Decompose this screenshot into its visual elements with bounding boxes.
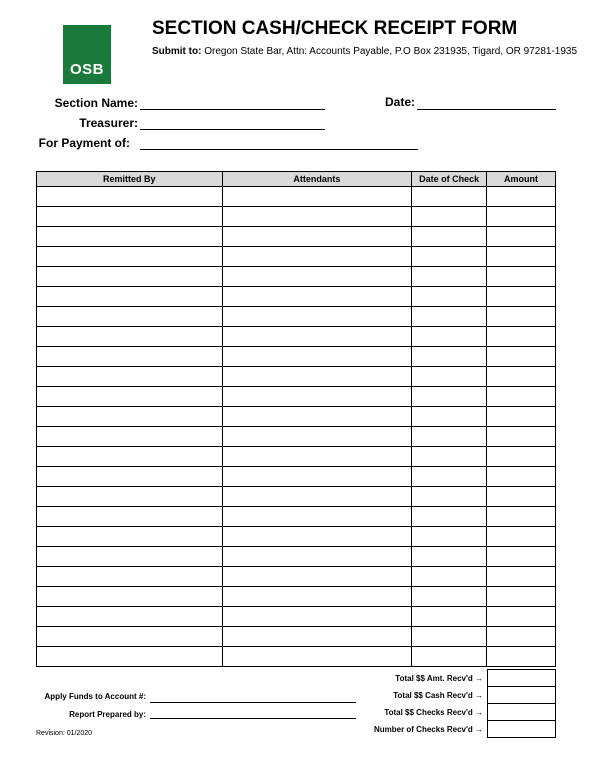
attendants-cell[interactable] [222,287,412,307]
attendants-cell[interactable] [222,227,412,247]
total-checks-cell[interactable] [488,704,556,721]
remitted-by-cell[interactable] [37,427,223,447]
total-amt-cell[interactable] [488,670,556,687]
date-of-check-cell[interactable] [412,327,487,347]
date-of-check-cell[interactable] [412,227,487,247]
section-name-field[interactable] [140,109,325,110]
table-row [37,487,556,507]
table-row [37,647,556,667]
date-of-check-cell[interactable] [412,527,487,547]
treasurer-label: Treasurer: [79,116,138,130]
attendants-cell[interactable] [222,387,412,407]
attendants-cell[interactable] [222,587,412,607]
attendants-cell[interactable] [222,487,412,507]
remitted-by-cell[interactable] [37,307,223,327]
attendants-cell[interactable] [222,647,412,667]
attendants-cell[interactable] [222,187,412,207]
amount-cell[interactable] [487,327,556,347]
revision-text: Revision: 01/2020 [36,730,93,737]
table-row [37,247,556,267]
amount-cell[interactable] [487,567,556,587]
remitted-by-cell[interactable] [37,507,223,527]
remitted-by-cell[interactable] [37,467,223,487]
table-row [37,187,556,207]
date-of-check-cell[interactable] [412,427,487,447]
num-checks-label: Number of Checks Recv'd → [373,725,483,734]
submit-to [152,46,577,57]
total-amt-label: Total $$ Amt. Recv'd → [395,674,483,683]
table-row [37,227,556,247]
date-of-check-cell[interactable] [412,447,487,467]
attendants-cell[interactable] [222,407,412,427]
amount-cell[interactable] [487,187,556,207]
table-row [37,367,556,387]
remitted-by-cell[interactable] [37,407,223,427]
num-checks-cell[interactable] [488,721,556,738]
attendants-cell[interactable] [222,307,412,327]
amount-cell[interactable] [487,607,556,627]
date-of-check-cell[interactable] [412,247,487,267]
remitted-by-cell[interactable] [37,227,223,247]
amount-cell[interactable] [487,387,556,407]
table-row [37,307,556,327]
attendants-cell[interactable] [222,347,412,367]
table-row [37,467,556,487]
remitted-by-cell[interactable] [37,647,223,667]
col-attendants: Attendants [222,172,412,187]
table-row [37,607,556,627]
total-checks-label: Total $$ Checks Recv'd → [384,708,483,717]
amount-cell[interactable] [487,347,556,367]
table-row [37,567,556,587]
attendants-cell[interactable] [222,467,412,487]
amount-cell[interactable] [487,287,556,307]
attendants-cell[interactable] [222,267,412,287]
amount-cell[interactable] [487,447,556,467]
attendants-cell[interactable] [222,247,412,267]
table-row [37,287,556,307]
attendants-cell[interactable] [222,327,412,347]
table-row [37,427,556,447]
date-of-check-cell[interactable] [412,627,487,647]
date-of-check-cell[interactable] [412,187,487,207]
amount-cell[interactable] [487,247,556,267]
attendants-cell[interactable] [222,207,412,227]
apply-funds-label: Apply Funds to Account #: [44,692,146,701]
remitted-by-cell[interactable] [37,567,223,587]
attendants-cell[interactable] [222,607,412,627]
date-of-check-cell[interactable] [412,387,487,407]
date-of-check-cell[interactable] [412,567,487,587]
col-amount: Amount [487,172,556,187]
osb-logo [63,25,111,84]
date-of-check-cell[interactable] [412,367,487,387]
amount-cell[interactable] [487,407,556,427]
table-row [37,267,556,287]
for-payment-of-label: For Payment of: [38,136,130,150]
attendants-cell[interactable] [222,367,412,387]
total-cash-label: Total $$ Cash Recv'd → [393,691,483,700]
submit-address: Oregon State Bar, Attn: Accounts Payable, P.O Box 231935, Tigard, OR 97281-1935 [201,46,578,57]
amount-cell[interactable] [487,207,556,227]
remitted-by-cell[interactable] [37,327,223,347]
remitted-by-cell[interactable] [37,207,223,227]
amount-cell[interactable] [487,307,556,327]
remitted-by-cell[interactable] [37,627,223,647]
table-row [37,327,556,347]
amount-cell[interactable] [487,427,556,447]
table-row [37,407,556,427]
amount-cell[interactable] [487,507,556,527]
remitted-by-cell[interactable] [37,387,223,407]
prepared-by-label: Report Prepared by: [69,710,146,719]
col-date-of-check: Date of Check [412,172,487,187]
remitted-by-cell[interactable] [37,547,223,567]
date-of-check-cell[interactable] [412,587,487,607]
amount-cell[interactable] [487,467,556,487]
logo-text: OSB [69,61,104,78]
remitted-by-cell[interactable] [37,347,223,367]
remitted-by-cell[interactable] [37,447,223,467]
amount-cell[interactable] [487,267,556,287]
attendants-cell[interactable] [222,527,412,547]
amount-cell[interactable] [487,487,556,507]
amount-cell[interactable] [487,527,556,547]
table-row [37,347,556,367]
date-of-check-cell[interactable] [412,467,487,487]
date-of-check-cell[interactable] [412,207,487,227]
date-of-check-cell[interactable] [412,287,487,307]
submit-label: Submit to: [152,46,202,57]
prepared-by-field[interactable] [150,718,356,719]
table-row [37,447,556,467]
table-row [37,527,556,547]
date-of-check-cell[interactable] [412,267,487,287]
total-cash-cell[interactable] [488,687,556,704]
table-row [37,387,556,407]
remitted-by-cell[interactable] [37,367,223,387]
attendants-cell[interactable] [222,627,412,647]
amount-cell[interactable] [487,547,556,567]
amount-cell[interactable] [487,587,556,607]
remitted-by-cell[interactable] [37,487,223,507]
remitted-by-cell[interactable] [37,607,223,627]
remitted-by-cell[interactable] [37,287,223,307]
date-field[interactable] [417,109,556,110]
section-name-label: Section Name: [54,96,138,110]
attendants-cell[interactable] [222,447,412,467]
table-row [37,587,556,607]
totals-table [487,669,556,738]
table-header-row [37,172,556,187]
remitted-by-cell[interactable] [37,187,223,207]
treasurer-field[interactable] [140,129,325,130]
remitted-by-cell[interactable] [37,527,223,547]
attendants-cell[interactable] [222,567,412,587]
table-row [37,547,556,567]
amount-cell[interactable] [487,627,556,647]
date-of-check-cell[interactable] [412,607,487,627]
date-of-check-cell[interactable] [412,307,487,327]
for-payment-of-field[interactable] [140,149,418,150]
apply-funds-field[interactable] [150,702,356,703]
date-of-check-cell[interactable] [412,647,487,667]
attendants-cell[interactable] [222,547,412,567]
col-remitted-by: Remitted By [37,172,223,187]
amount-cell[interactable] [487,367,556,387]
date-of-check-cell[interactable] [412,487,487,507]
remitted-by-cell[interactable] [37,267,223,287]
receipt-table [36,171,556,667]
date-of-check-cell[interactable] [412,507,487,527]
amount-cell[interactable] [487,647,556,667]
amount-cell[interactable] [487,227,556,247]
attendants-cell[interactable] [222,427,412,447]
date-of-check-cell[interactable] [412,407,487,427]
table-row [37,627,556,647]
remitted-by-cell[interactable] [37,587,223,607]
date-of-check-cell[interactable] [412,347,487,367]
remitted-by-cell[interactable] [37,247,223,267]
attendants-cell[interactable] [222,507,412,527]
table-row [37,507,556,527]
table-row [37,207,556,227]
page-title: SECTION CASH/CHECK RECEIPT FORM [152,18,518,39]
date-of-check-cell[interactable] [412,547,487,567]
date-label: Date: [384,95,415,109]
